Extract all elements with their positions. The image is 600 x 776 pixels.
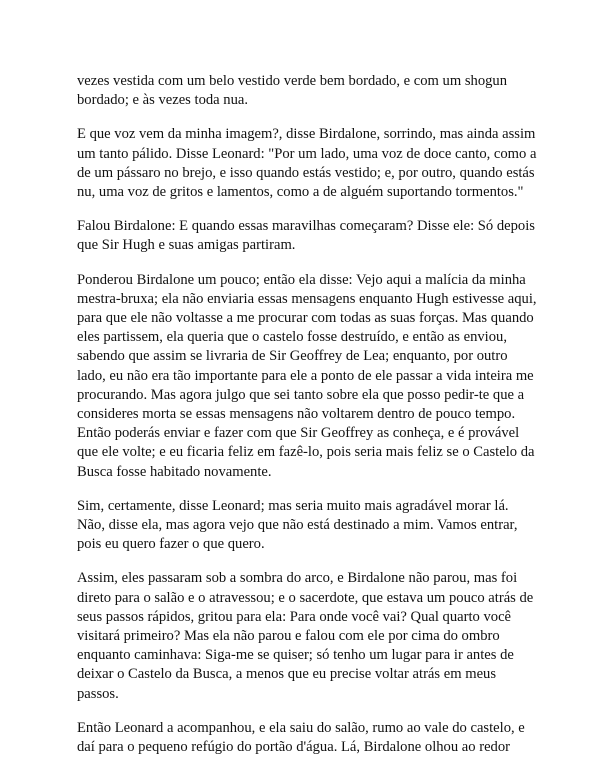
paragraph: Falou Birdalone: E quando essas maravilhas começaram? Disse ele: Só depois que Sir Hugh e suas amigas partiram.: [77, 218, 535, 254]
paragraph: Sim, certamente, disse Leonard; mas seria muito mais agradável morar lá. Não, disse ela, mas agora vejo que não está destinado a mim. Vamos entrar, pois eu quero fazer o que quero.: [77, 497, 518, 553]
paragraph: Então Leonard a acompanhou, e ela saiu do salão, rumo ao vale do castelo, e daí para o pequeno refúgio do portão d'água. Lá, Birdalone olhou ao redor: [77, 719, 525, 756]
paragraph: E que voz vem da minha imagem?, disse Birdalone, sorrindo, mas ainda assim um tanto pálido. Disse Leonard: "Por um lado, uma voz de doce canto, como a de um pássaro no brejo, e isso quando estás vestido; e, por outro, quando estás nu, uma voz de gritos e lamentos, como a de alguém suportando tormentos.": [77, 126, 537, 201]
paragraph: Assim, eles passaram sob a sombra do arco, e Birdalone não parou, mas foi direto para o salão e o atravessou; e o sacerdote, que estava um pouco atrás de seus passos rápidos, gritou para ela: Para onde você vai? Qual quarto você visitará primeiro? Mas ela não parou e falou com ele por cima do ombro enquanto caminhava: Siga-me se quiser; só tenho um lugar para ir antes de deixar o Castelo da Busca, a menos que eu precise voltar atrás em meus passos.: [77, 570, 534, 702]
paragraph: Ponderou Birdalone um pouco; então ela disse: Vejo aqui a malícia da minha mestra-bruxa; ela não enviaria essas mensagens enquanto Hugh estivesse aqui, para que ele não voltasse a me procurar com todas as suas forças. Mas quando eles partissem, ela queria que o castelo fosse destruído, e então as enviou, sabendo que assim se livraria de Sir Geoffrey de Lea; enquanto, por outro lado, eu não era tão importante para ele a ponto de ele passar a vida inteira me procurando. Mas agora julgo que sei tanto sobre ela que posso pedir-te que a consideres morta se essas mensagens não voltarem dentro de pouco tempo. Então poderás enviar e fazer com que Sir Geoffrey as conheça, e é provável que ele volte; e eu ficaria feliz em fazê-lo, pois seria mais feliz se o Castelo da Busca fosse habitado novamente.: [77, 271, 537, 480]
body-text: [77, 72, 537, 772]
paragraph: vezes vestida com um belo vestido verde bem bordado, e com um shogun bordado; e às vezes toda nua.: [77, 73, 508, 109]
